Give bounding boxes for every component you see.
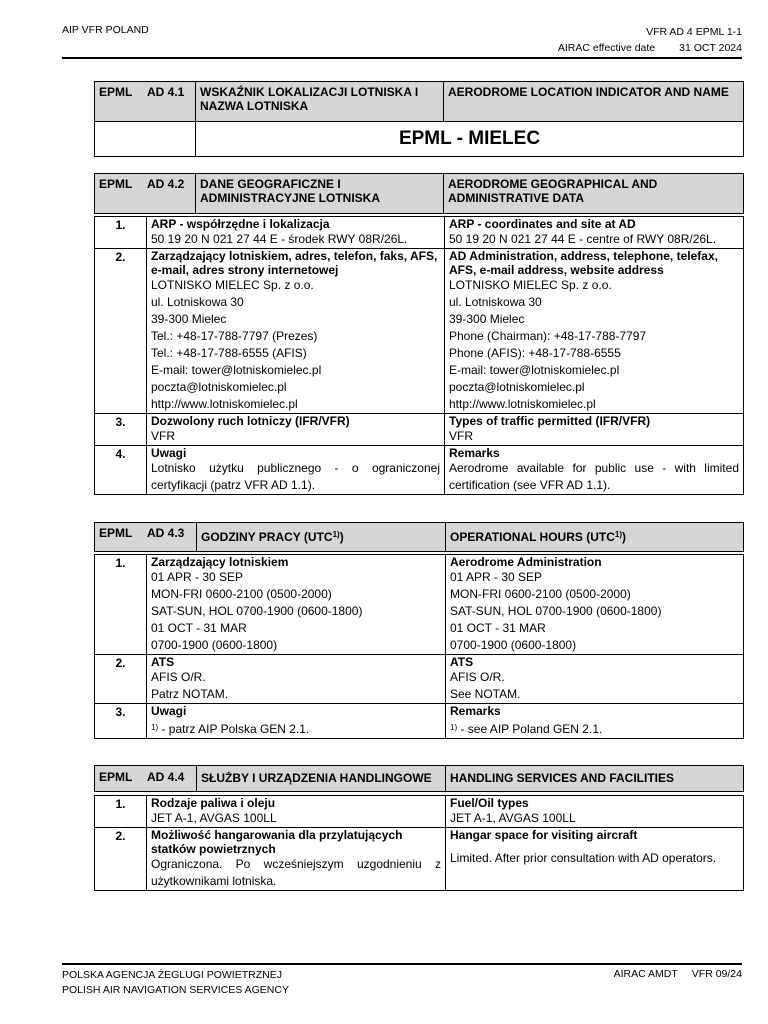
airac-date: 31 OCT 2024: [679, 42, 742, 54]
table-row: 1. Rodzaje paliwa i oleju JET A-1, AVGAS 100LL Fuel/Oil types JET A-1, AVGAS 100LL: [95, 796, 744, 828]
table-row: 2. ATS AFIS O/R. Patrz NOTAM. ATS AFIS O/R. See NOTAM.: [95, 655, 744, 704]
section-ad44-header: [94, 765, 744, 792]
header-rule: [62, 57, 742, 59]
table-row: 4. Uwagi Lotnisko użytku publicznego - o ograniczonej certyfikacji (patrz VFR AD 1.1). Remarks Aerodrome available for public use - with limited certification (see VFR AD 1.1).: [95, 446, 744, 495]
airac-label: AIRAC effective date: [557, 42, 656, 54]
aerodrome-title: EPML - MIELEC: [196, 122, 744, 157]
section-ad41: [94, 81, 744, 157]
table-row: 1. ARP - współrzędne i lokalizacja 50 19 20 N 021 27 44 E - środek RWY 08R/26L. ARP - coordinates and site at AD 50 19 20 N 021 27 44 E - centre of RWY 08R/26L.: [95, 217, 744, 249]
header-right: [558, 24, 742, 56]
table-row: 2. Możliwość hangarowania dla przylatujących statków powietrznych Ograniczona. Po wcześniejszym uzgodnieniu z użytkownikami lotniska. Hangar space for visiting aircraft Limited. After prior consultation with AD operators.: [95, 828, 744, 891]
section-title-pl: WSKAŹNIK LOKALIZACJI LOTNISKA I NAZWA LOTNISKA: [196, 82, 444, 122]
table-row: 1. Zarządzający lotniskiem 01 APR - 30 SEP MON-FRI 0600-2100 (0500-2000) SAT-SUN, HOL 0700-1900 (0600-1800) 01 OCT - 31 MAR 0700-1900 (0600-1800) Aerodrome Administration 01 APR - 30 SEP MON-FRI 0600-2100 (0500-2000) SAT-SUN, HOL 0700-1900 (0600-1800) 01 OCT - 31 MAR 0700-1900 (0600-1800): [95, 555, 744, 655]
footer-left: [62, 968, 289, 998]
section-title-en: OPERATIONAL HOURS (UTC$^{1)}$): [446, 523, 744, 552]
section-ad43-header: [94, 522, 744, 552]
amdt-label: AIRAC AMDT: [613, 968, 678, 980]
section-title-en: HANDLING SERVICES AND FACILITIES: [446, 766, 744, 792]
footer-org-en: POLISH AIR NAVIGATION SERVICES AGENCY: [62, 984, 289, 996]
section-id: EPML AD 4.3: [95, 523, 197, 552]
section-title-pl: GODZINY PRACY (UTC$^{1)}$): [197, 523, 446, 552]
section-id: EPML AD 4.4: [95, 766, 197, 792]
footer-right: [614, 968, 742, 980]
section-ad42-body: [94, 216, 744, 495]
table-row: 3. Dozwolony ruch lotniczy (IFR/VFR) VFR Types of traffic permitted (IFR/VFR) VFR: [95, 414, 744, 446]
section-title-pl: DANE GEOGRAFICZNE I ADMINISTRACYJNE LOTNISKA: [196, 174, 444, 214]
table-row: 2. Zarządzający lotniskiem, adres, telefon, faks, AFS, e-mail, adres strony internetowej LOTNISKO MIELEC Sp. z o.o. ul. Lotniskowa 30 39-300 Mielec Tel.: +48-17-788-7797 (Prezes) Tel.: +48-17-788-6555 (AFIS) E-mail: tower@lotniskomielec.pl poczta@lotniskomielec.pl http://www.lotniskomielec.pl AD Administration, address, telephone, telefax, AFS, e-mail address, website address LOTNISKO MIELEC Sp. z o.o. ul. Lotniskowa 30 39-300 Mielec Phone (Chairman): +48-17-788-7797 Phone (AFIS): +48-17-788-6555 E-mail: tower@lotniskomielec.pl poczta@lotniskomielec.pl http://www.lotniskomielec.pl: [95, 249, 744, 414]
amdt-number: VFR 09/24: [691, 968, 742, 980]
section-title-en: AERODROME GEOGRAPHICAL AND ADMINISTRATIVE DATA: [444, 174, 744, 214]
section-ad44-body: [94, 795, 744, 891]
section-title-en: AERODROME LOCATION INDICATOR AND NAME: [444, 82, 744, 122]
header-left: AIP VFR POLAND: [62, 24, 149, 36]
section-ad43-body: [94, 554, 744, 739]
section-title-pl: SŁUŻBY I URZĄDZENIA HANDLINGOWE: [197, 766, 446, 792]
section-ad42-header: [94, 173, 744, 214]
section-id: EPML AD 4.1: [95, 82, 196, 122]
table-row: 3. Uwagi $^{1)}$ - patrz AIP Polska GEN 2.1. Remarks $^{1)}$ - see AIP Poland GEN 2.1.: [95, 704, 744, 739]
footer-rule: [62, 963, 742, 965]
footer-org-pl: POLSKA AGENCJA ŻEGLUGI POWIETRZNEJ: [62, 969, 282, 981]
section-id: EPML AD 4.2: [95, 174, 196, 214]
page-reference: VFR AD 4 EPML 1-1: [646, 26, 742, 38]
